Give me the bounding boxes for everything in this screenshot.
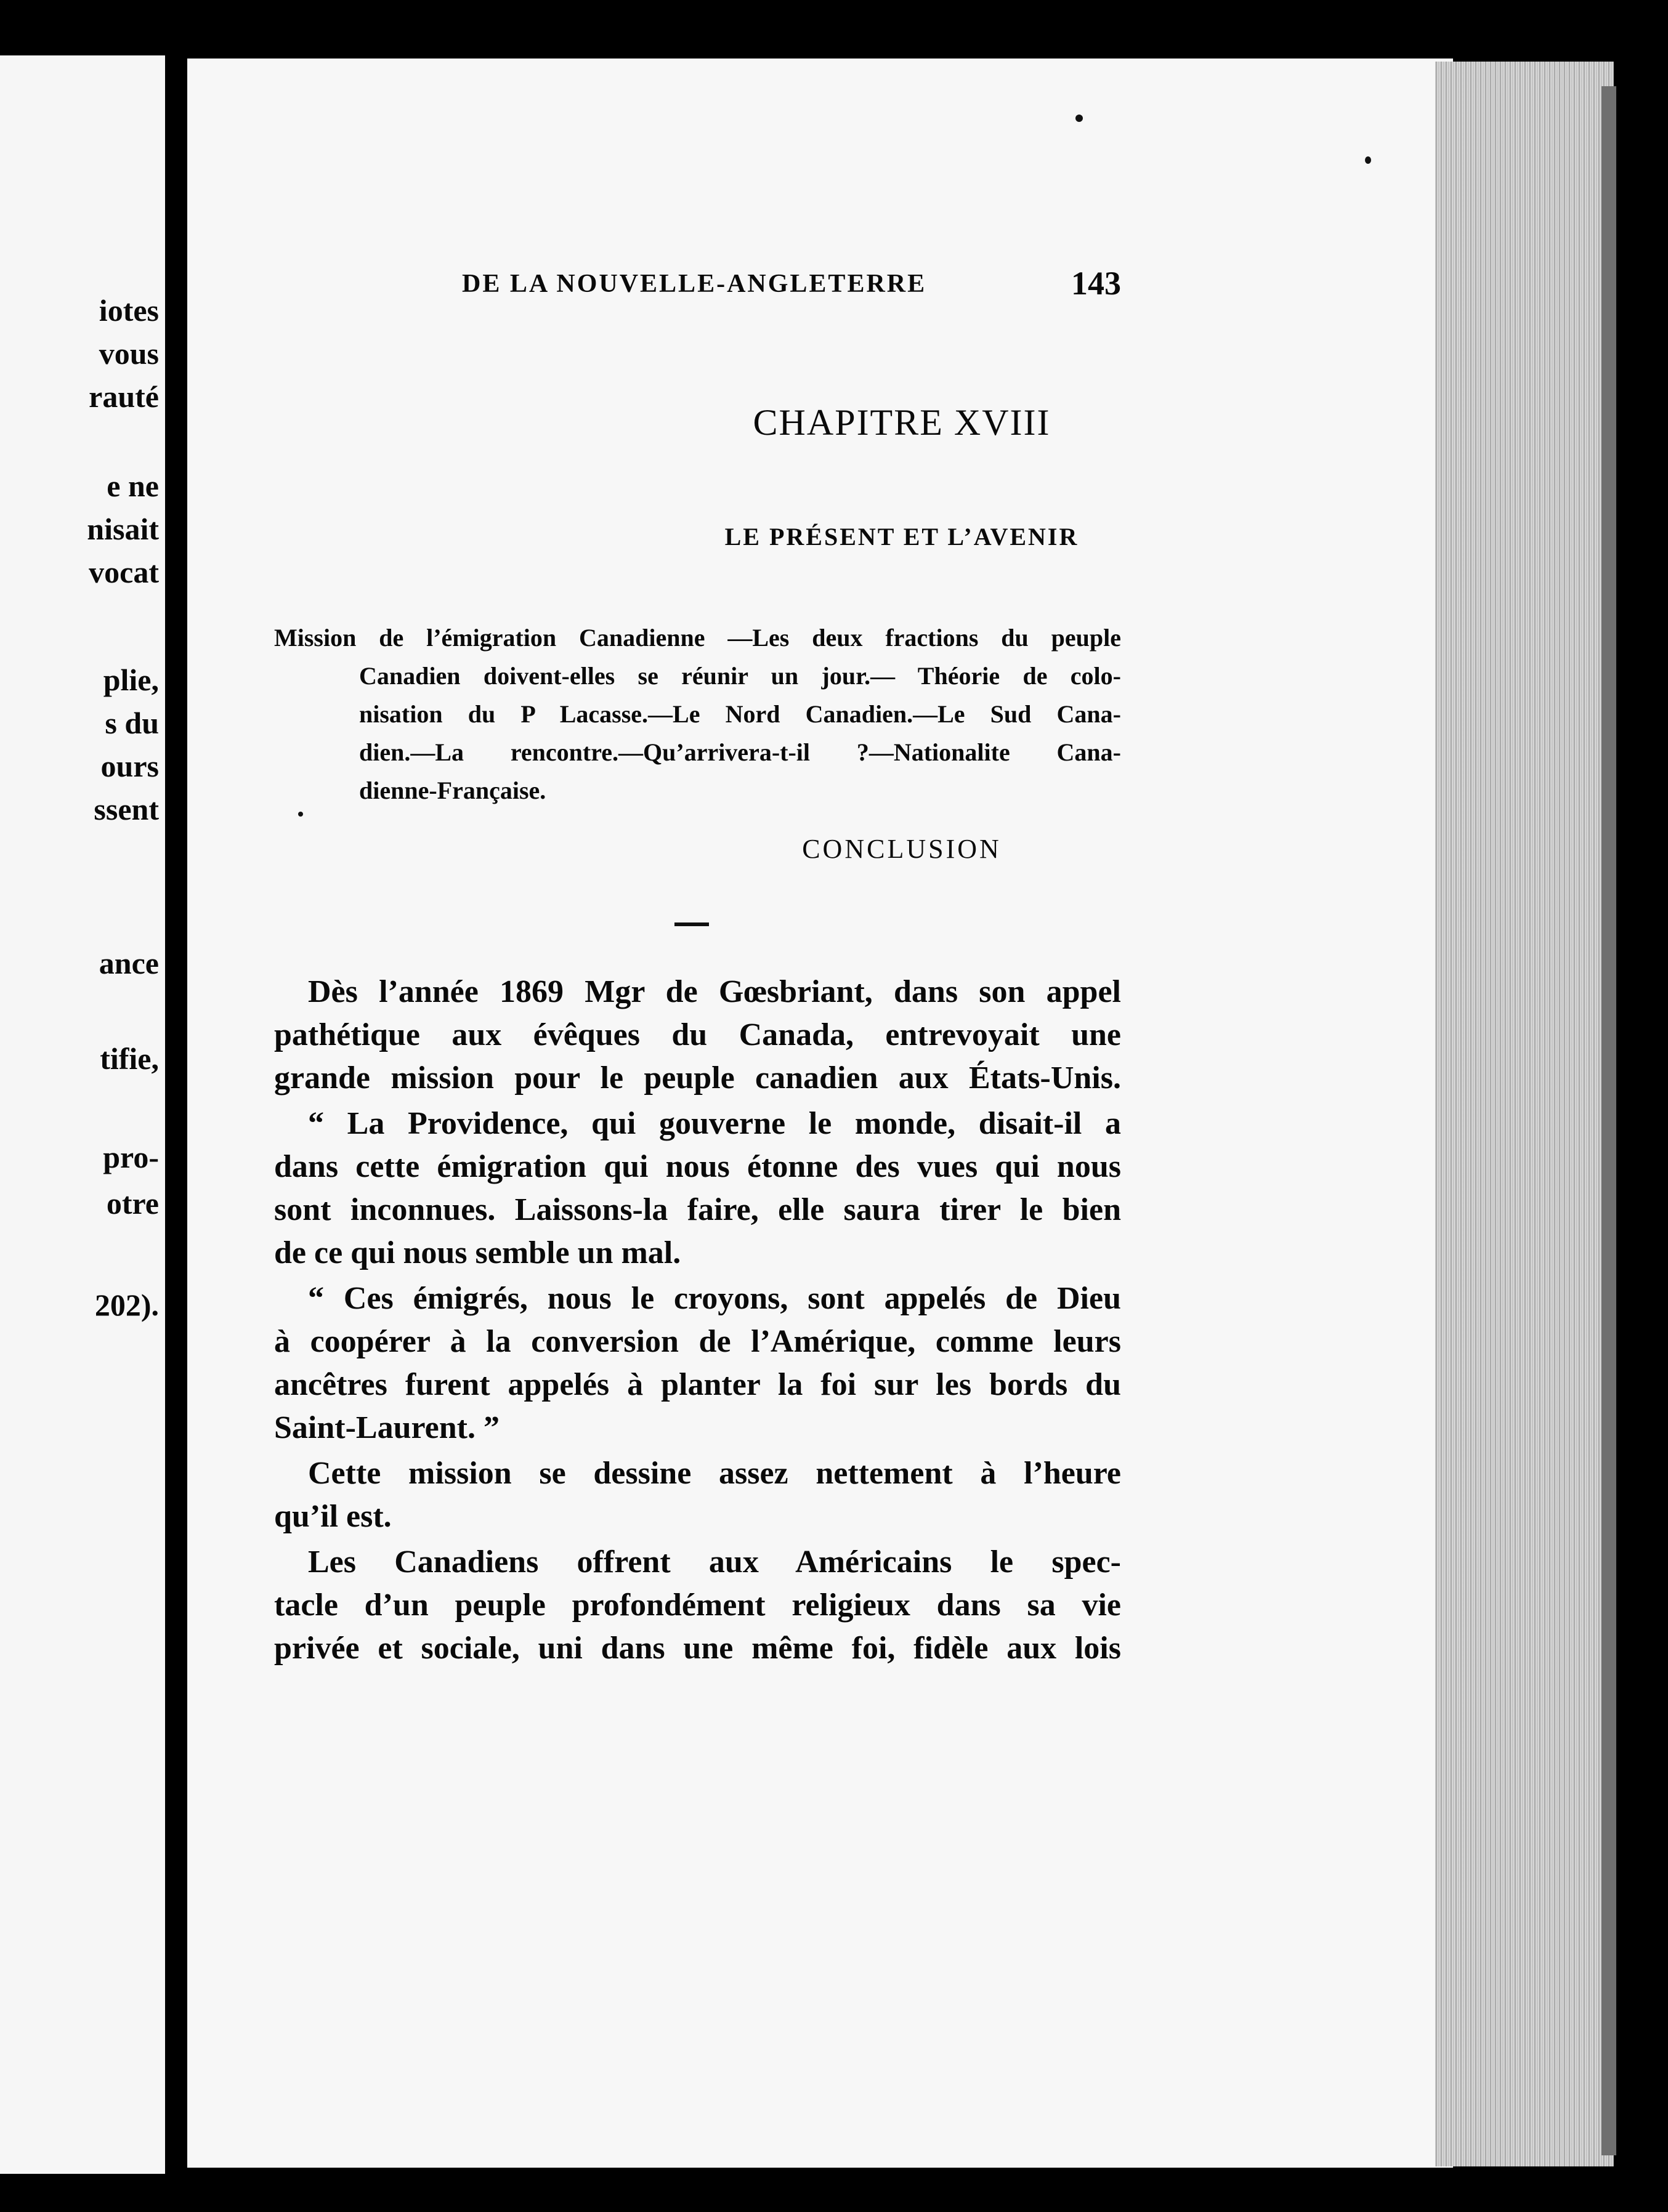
body-line: ancêtres furent appelés à planter la foi sur les bords du [274,1367,1121,1402]
body-line: Cette mission se dessine assez nettement à l’heure [308,1456,1121,1491]
left-page-line-fragment: plie, [103,663,159,697]
left-page-line-fragment: ance [99,946,159,980]
separator-dash [674,922,709,926]
running-title: DE LA NOUVELLE-ANGLETERRE [462,270,927,298]
left-page-line-fragment: vocat [89,555,159,589]
conclusion-heading: CONCLUSION [802,834,1002,864]
left-page-line-fragment: otre [106,1186,159,1221]
left-page-line-fragment: e ne [107,469,159,503]
left-page-line-fragment: s du [105,706,159,740]
left-page-line-fragment: pro- [103,1140,159,1174]
summary-line: dienne-Française. [359,777,546,804]
summary-line: dien.—La rencontre.—Qu’arrivera-t-il ?—Nationalite Cana- [359,738,1121,766]
chapter-title: CHAPITRE XVIII [753,402,1051,443]
left-page-line-fragment: vous [99,336,159,371]
summary-line: Mission de l’émigration Canadienne —Les deux fractions du peuple [274,624,1121,652]
summary-line: Canadien doivent-elles se réunir un jour.— Théorie de colo- [359,662,1121,690]
book-page-edges [1435,62,1614,2166]
body-line: “ La Providence, qui gouverne le monde, disait-il a [308,1106,1121,1141]
body-line: Saint-Laurent. ” [274,1410,500,1445]
body-line: privée et sociale, uni dans une même foi, fidèle aux lois [274,1631,1121,1666]
running-head [462,265,1121,306]
body-text [274,971,1121,1670]
ink-speck [1365,156,1371,164]
body-line: de ce qui nous semble un mal. [274,1235,681,1270]
left-page-line-fragment: rauté [89,379,159,414]
left-page-line-fragment: 202). [94,1288,159,1322]
left-facing-page [0,55,165,2174]
body-line: Dès l’année 1869 Mgr de Gœsbriant, dans son appel [308,974,1121,1009]
body-line: sont inconnues. Laissons-la faire, elle saura tirer le bien [274,1192,1121,1227]
left-page-line-fragment: ours [100,749,159,783]
body-line: dans cette émigration qui nous étonne des vues qui nous [274,1149,1121,1184]
left-page-line-fragment: iotes [99,293,159,328]
ink-speck [1075,115,1083,122]
page-number: 143 [1071,265,1121,302]
summary-line: nisation du P Lacasse.—Le Nord Canadien.—Le Sud Cana- [359,700,1121,728]
left-page-line-fragment: tifie, [100,1041,159,1076]
ink-speck [298,812,303,817]
chapter-summary [274,619,1121,810]
body-line: pathétique aux évêques du Canada, entrevoyait une [274,1017,1121,1052]
body-line: “ Ces émigrés, nous le croyons, sont appelés de Dieu [308,1281,1121,1316]
left-page-line-fragment: nisait [87,512,159,546]
body-line: à coopérer à la conversion de l’Amérique, comme leurs [274,1324,1121,1359]
body-line: tacle d’un peuple profondément religieux dans sa vie [274,1588,1121,1623]
chapter-subtitle: LE PRÉSENT ET L’AVENIR [724,523,1079,551]
body-line: grande mission pour le peuple canadien aux États-Unis. [274,1060,1121,1096]
book-page-edges-shadow [1601,86,1616,2155]
body-line: qu’il est. [274,1499,392,1534]
left-page-line-fragment: ssent [94,792,159,826]
body-line: Les Canadiens offrent aux Américains le spec- [308,1544,1121,1580]
